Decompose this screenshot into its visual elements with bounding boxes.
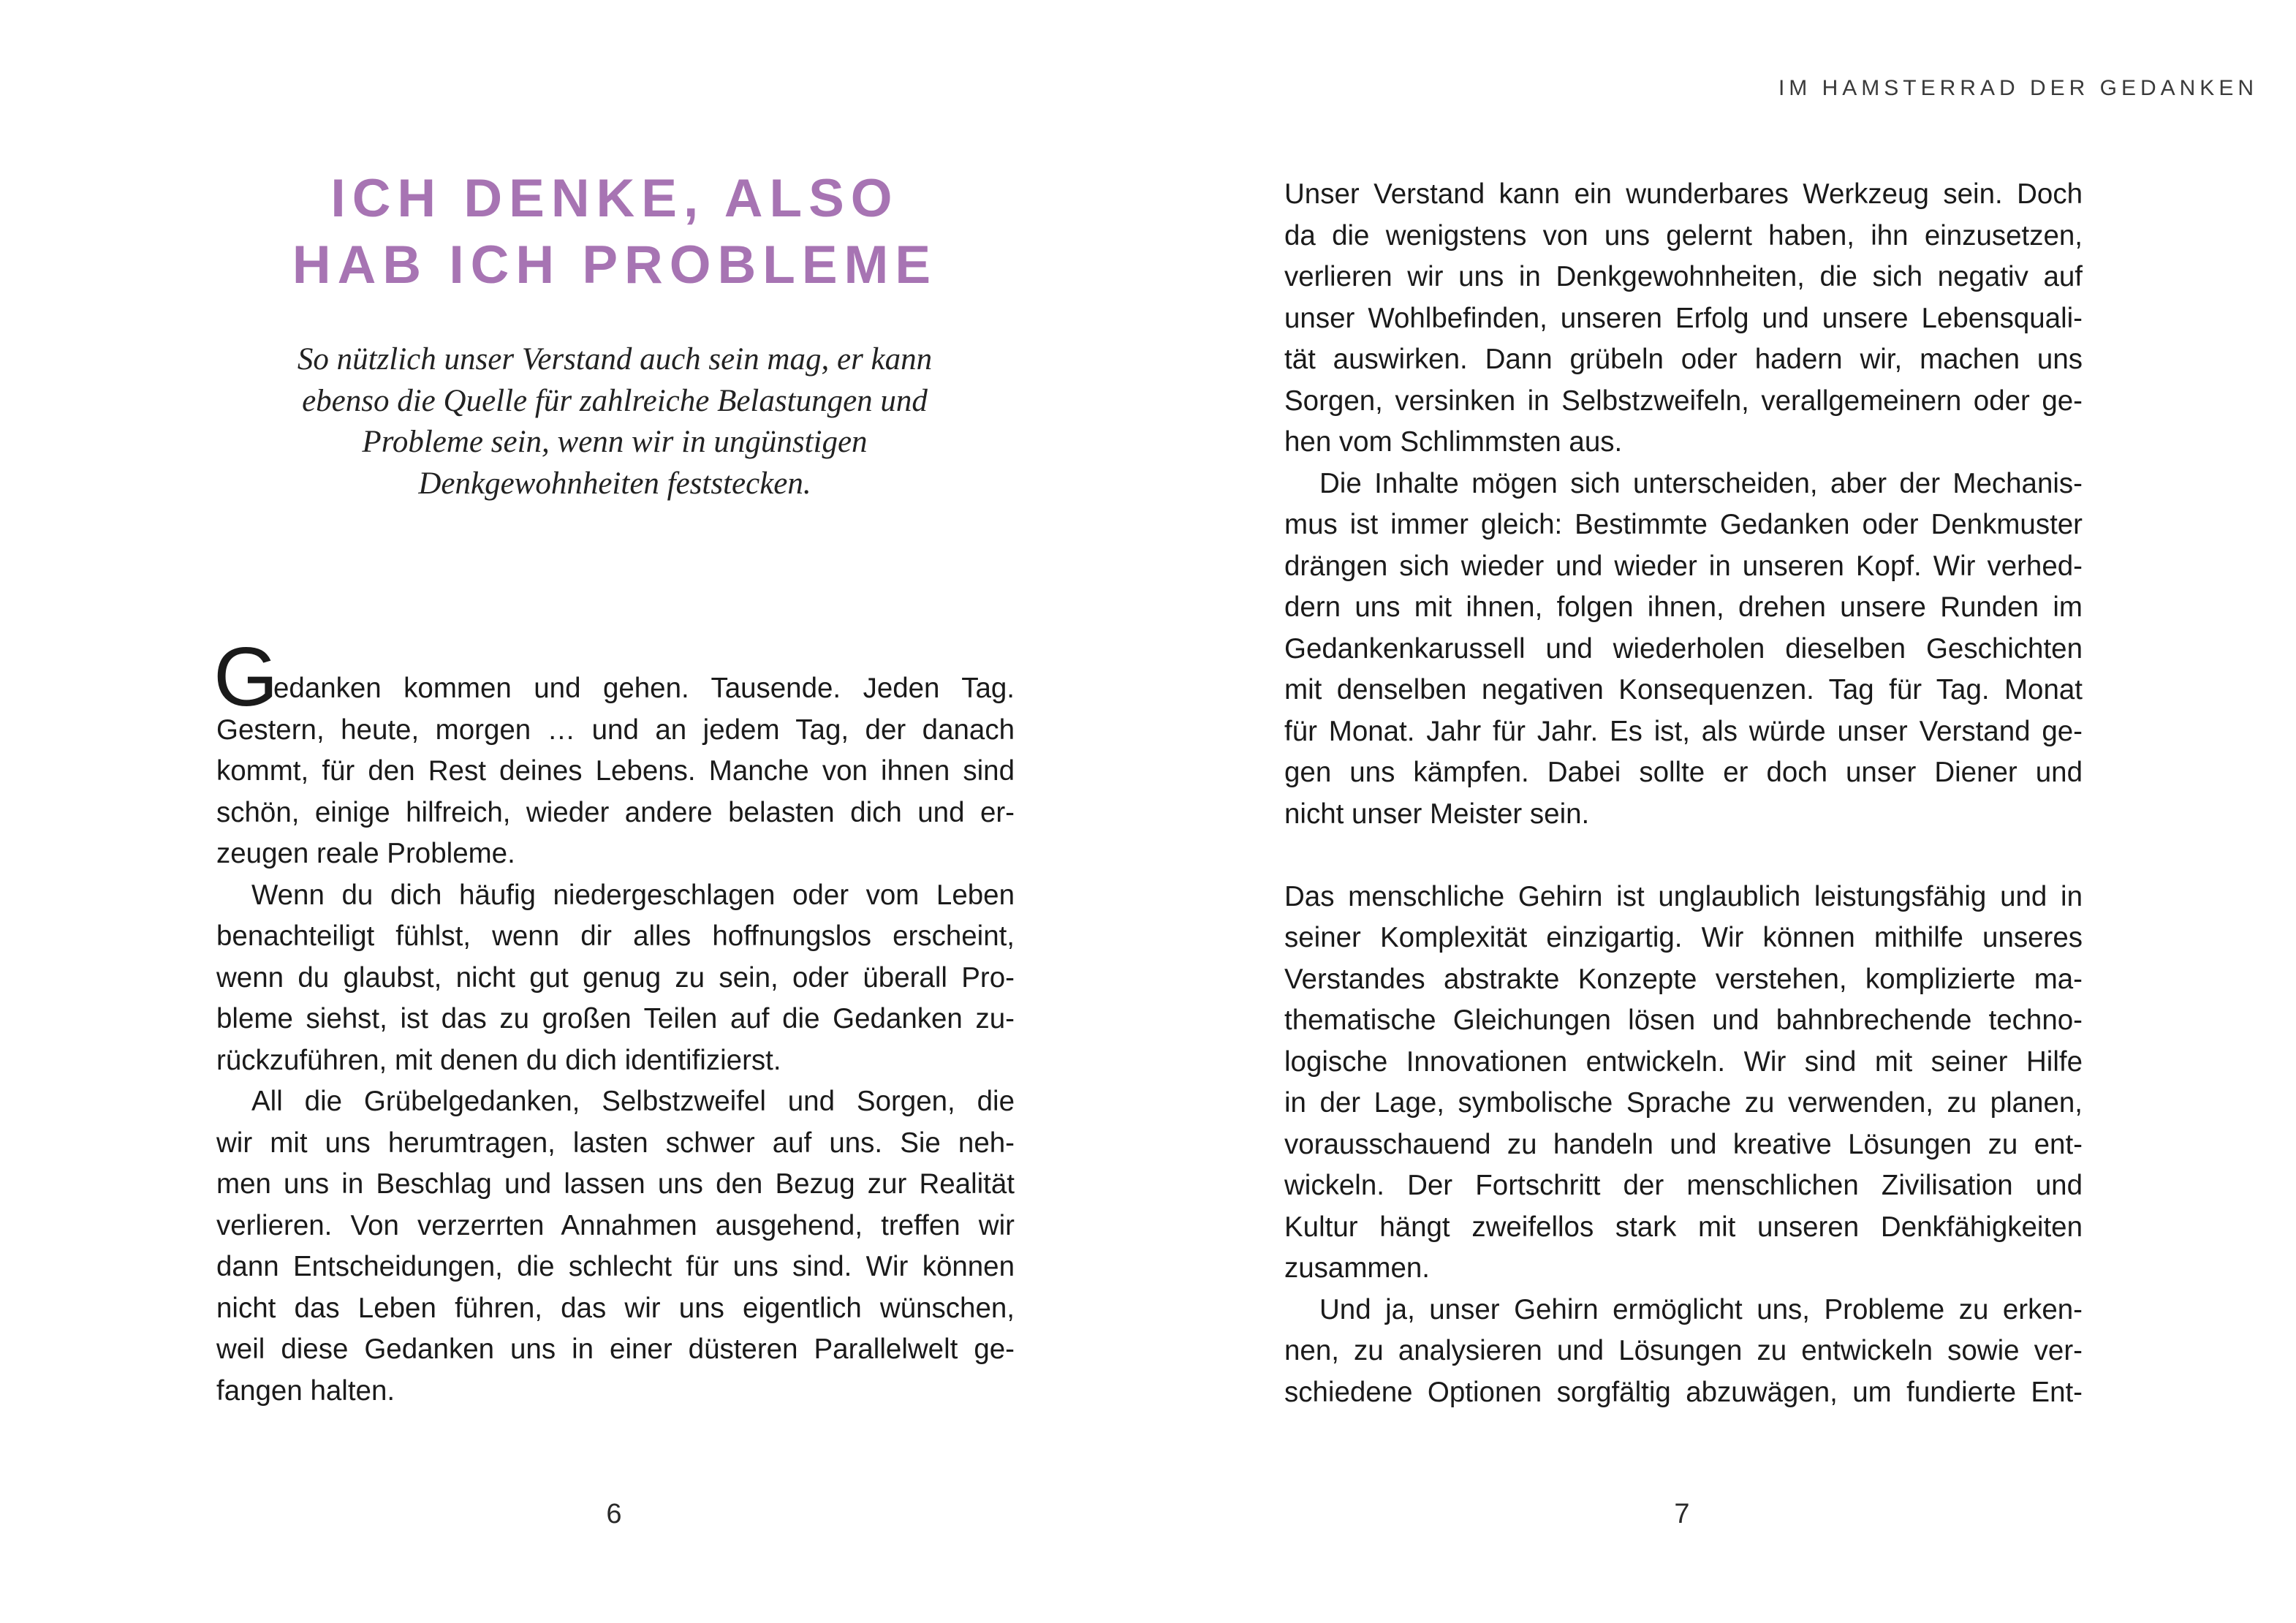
text-line: Wenn du dich häufig niedergeschlagen oder vom Leben: [251, 879, 1015, 911]
text-line: nen, zu analysieren und Lösungen zu entwickeln sowie ver-: [1284, 1335, 2083, 1366]
chapter-title-line: ICH DENKE, ALSO: [330, 169, 899, 228]
text-line: drängen sich wieder und wieder in unseren Kopf. Wir verhed-: [1284, 550, 2083, 582]
text-line: schiedene Optionen sorgfältig abzuwägen, um fundierte Ent-: [1284, 1376, 2083, 1408]
text-line: Gestern, heute, morgen … und an jedem Tag, der danach: [216, 714, 1015, 746]
text-line: da die wenigstens von uns gelernt haben, ihn einzusetzen,: [1284, 219, 2083, 251]
text-line: tät auswirken. Dann grübeln oder hadern wir, machen uns: [1284, 344, 2083, 375]
text-line: mus ist immer gleich: Bestimmte Gedanken oder Denkmuster: [1284, 509, 2083, 540]
intro-line: Probleme sein, wenn wir in ungünstigen: [362, 425, 868, 459]
text-line: All die Grübelgedanken, Selbstzweifel und Sorgen, die: [251, 1086, 1015, 1117]
text-line: in der Lage, symbolische Sprache zu verwenden, zu planen,: [1284, 1087, 2083, 1119]
text-line: weil diese Gedanken uns in einer düsteren Parallelwelt ge-: [216, 1333, 1015, 1365]
chapter-title: [216, 165, 1013, 298]
text-line: Sorgen, versinken in Selbstzweifeln, verallgemeinern oder ge-: [1284, 385, 2083, 417]
right-body-text: [1284, 174, 2083, 1413]
text-line: Das menschliche Gehirn ist unglaublich leistungsfähig und in: [1284, 880, 2083, 912]
text-line: dern uns mit ihnen, folgen ihnen, drehen unsere Runden im: [1284, 591, 2083, 623]
intro-line: Denkgewohnheiten feststecken.: [418, 466, 811, 501]
text-line: für Monat. Jahr für Jahr. Es ist, als würde unser Verstand ge-: [1284, 715, 2083, 747]
text-line: dann Entscheidungen, die schlecht für uns sind. Wir können: [216, 1251, 1015, 1282]
text-line: mit denselben negativen Konsequenzen. Tag für Tag. Monat: [1284, 674, 2083, 705]
page-number: 7: [1674, 1499, 1690, 1529]
intro-line: ebenso die Quelle für zahlreiche Belastungen und: [302, 383, 928, 418]
text-line: Kultur hängt zweifellos stark mit unseren Denkfähigkeiten: [1284, 1211, 2083, 1243]
text-line: Unser Verstand kann ein wunderbares Werkzeug sein. Doch: [1284, 178, 2083, 210]
text-line: verlieren wir uns in Denkgewohnheiten, die sich negativ auf: [1284, 261, 2083, 292]
text-line: wir mit uns herumtragen, lasten schwer auf uns. Sie neh-: [216, 1127, 1015, 1159]
chapter-title-line: HAB ICH PROBLEME: [292, 235, 938, 295]
text-line: fangen halten.: [216, 1374, 395, 1407]
page-number: 6: [606, 1499, 622, 1529]
text-line: seiner Komplexität einzigartig. Wir können mithilfe unseres: [1284, 922, 2083, 953]
text-line: nicht unser Meister sein.: [1284, 798, 1590, 830]
text-line: wickeln. Der Fortschritt der menschlichen Zivilisation und: [1284, 1170, 2083, 1201]
chapter-intro: [216, 339, 1013, 504]
text-line: Und ja, unser Gehirn ermöglicht uns, Probleme zu erken-: [1319, 1293, 2083, 1325]
right-page: [1148, 0, 2296, 1623]
text-line: vorausschauend zu handeln und kreative Lösungen zu ent-: [1284, 1128, 2083, 1160]
drop-cap: G: [213, 631, 279, 724]
text-line: men uns in Beschlag und lassen uns den Bezug zur Realität: [216, 1168, 1015, 1200]
text-line: bleme siehst, ist das zu großen Teilen auf die Gedanken zu-: [216, 1003, 1015, 1034]
text-line: verlieren. Von verzerrten Annahmen ausgehend, treffen wir: [216, 1209, 1015, 1241]
left-body-text: [213, 631, 1015, 1412]
text-line: Die Inhalte mögen sich unterscheiden, aber der Mechanis-: [1319, 467, 2083, 499]
text-line: wenn du glaubst, nicht gut genug zu sein, oder überall Pro-: [216, 961, 1015, 994]
text-line: unser Wohlbefinden, unseren Erfolg und unsere Lebensquali-: [1284, 302, 2083, 334]
text-line: Gedankenkarussell und wiederholen dieselben Geschichten: [1284, 632, 2083, 665]
intro-line: So nützlich unser Verstand auch sein mag, er kann: [297, 342, 933, 377]
text-line: benachteiligt fühlst, wenn dir alles hoffnungslos erscheint,: [216, 920, 1015, 952]
text-line: kommt, für den Rest deines Lebens. Manche von ihnen sind: [216, 755, 1015, 787]
text-line: logische Innovationen entwickeln. Wir sind mit seiner Hilfe: [1284, 1045, 2083, 1078]
text-line: nicht das Leben führen, das wir uns eigentlich wünschen,: [216, 1292, 1015, 1324]
text-line: [213, 631, 1015, 724]
text-line: zeugen reale Probleme.: [216, 838, 515, 869]
text-line: zusammen.: [1284, 1252, 1430, 1284]
text-line: Verstandes abstrakte Konzepte verstehen, komplizierte ma-: [1284, 963, 2083, 995]
text-line: thematische Gleichungen lösen und bahnbrechende techno-: [1284, 1005, 2083, 1036]
first-line-text: edanken kommen und gehen. Tausende. Jeden Tag.: [273, 673, 1015, 704]
text-line: hen vom Schlimmsten aus.: [1284, 426, 1623, 458]
section-break: [1284, 835, 2083, 877]
running-header: IM HAMSTERRAD DER GEDANKEN: [1778, 76, 2258, 100]
text-line: schön, einige hilfreich, wieder andere belasten dich und er-: [216, 796, 1015, 828]
text-line: gen uns kämpfen. Dabei sollte er doch unser Diener und: [1284, 757, 2083, 788]
text-line: rückzuführen, mit denen du dich identifizierst.: [216, 1044, 781, 1076]
